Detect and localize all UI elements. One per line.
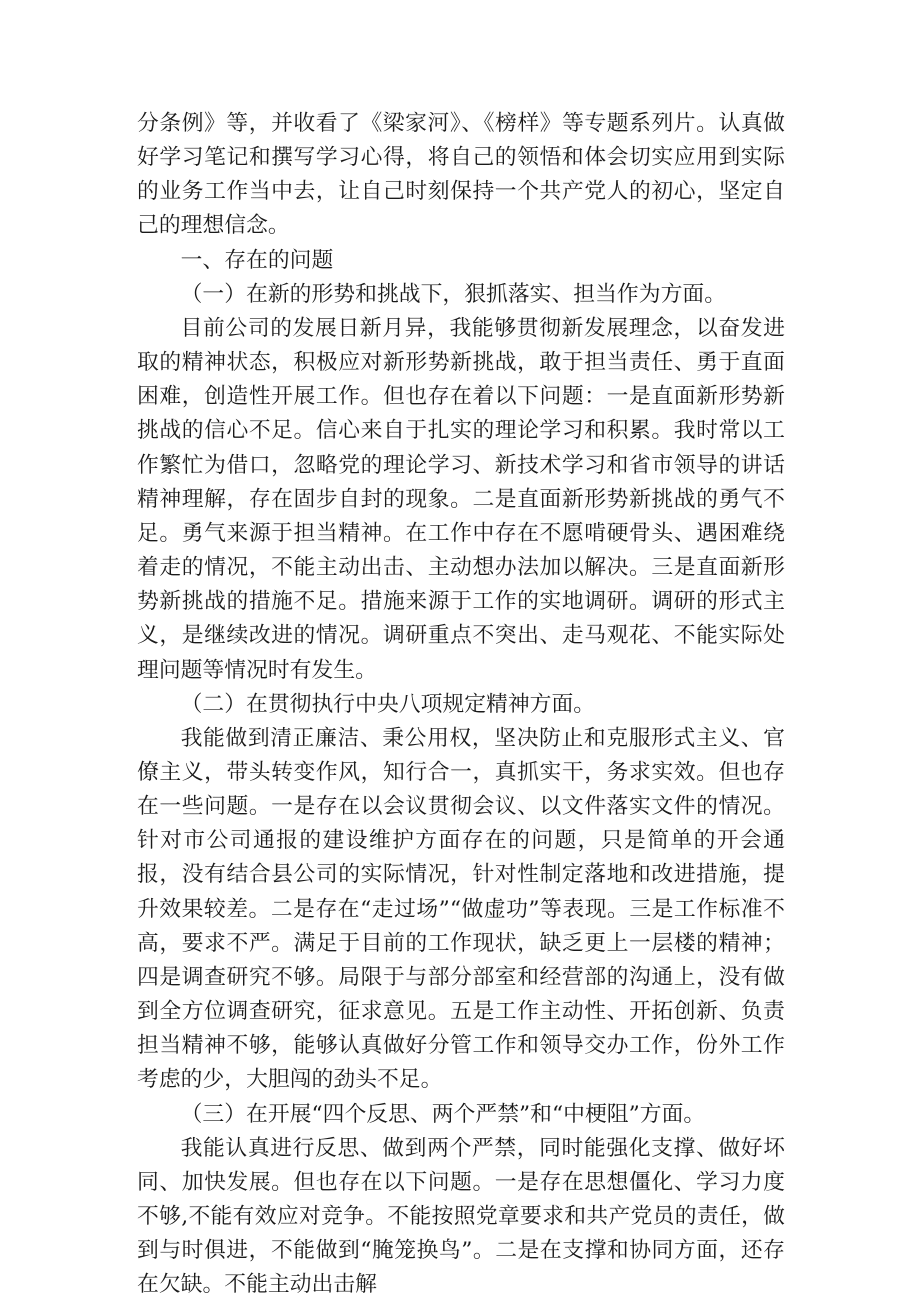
subsection-heading-3: （三）在开展“四个反思、两个严禁”和“中梗阻”方面。 — [180, 1101, 706, 1127]
intro-paragraph: 分条例》等，并收看了《梁家河》、《榜样》等专题系列片。认真做好学习笔记和撰写学习心得，将自己的领悟和体会切实应用到实际的业务工作当中去，让自己时刻保持一个共产党人的初心，坚定自己的理想信念。 — [137, 111, 785, 239]
subsection-body-3: 我能认真进行反思、做到两个严禁，同时能强化支撑、做好坏同、加快发展。但也存在以下问题。一是存在思想僵化、学习力度不够,不能有效应对竞争。不能按照党章要求和共产党员的责任，做到与时俱进，不能做到“腌笼换鸟”。二是在支撑和协同方面，还存在欠缺。不能主动出击解 — [137, 1135, 785, 1298]
document-page — [137, 107, 785, 1302]
subsection-body-2: 我能做到清正廉洁、秉公用权，坚决防止和克服形式主义、官僚主义，带头转变作风，知行合一，真抓实干，务求实效。但也存在一些问题。一是存在以会议贯彻会议、以文件落实文件的情况。针对市公司通报的建设维护方面存在的问题，只是简单的开会通报，没有结合县公司的实际情况，针对性制定落地和改进措施，提升效果较差。二是存在“走过场”“做虚功”等表现。三是工作标准不高，要求不严。满足于目前的工作现状，缺乏更上一层楼的精神；四是调查研究不够。局限于与部分部室和经营部的沟通上，没有做到全方位调查研究，征求意见。五是工作主动性、开拓创新、负责担当精神不够，能够认真做好分管工作和领导交办工作，份外工作考虑的少，大胆闯的劲头不足。 — [137, 725, 785, 1093]
subsection-heading-1: （一）在新的形势和挑战下，狠抓落实、担当作为方面。 — [180, 281, 727, 307]
subsection-heading-2: （二）在贯彻执行中央八项规定精神方面。 — [180, 691, 596, 717]
subsection-body-1: 目前公司的发展日新月异，我能够贯彻新发展理念，以奋发进取的精神状态，积极应对新形势新挑战，敢于担当责任、勇于直面困难，创造性开展工作。但也存在着以下问题：一是直面新形势新挑战的信心不足。信心来自于扎实的理论学习和积累。我时常以工作繁忙为借口，忽略党的理论学习、新技术学习和省市领导的讲话精神理解，存在固步自封的现象。二是直面新形势新挑战的勇气不足。勇气来源于担当精神。在工作中存在不愿啃硬骨头、遇困难绕着走的情况，不能主动出击、主动想办法加以解决。三是直面新形势新挑战的措施不足。措施来源于工作的实地调研。调研的形式主义，是继续改进的情况。调研重点不突出、走马观花、不能实际处理问题等情况时有发生。 — [137, 315, 785, 683]
section-heading-problems: 一、存在的问题 — [180, 247, 334, 273]
